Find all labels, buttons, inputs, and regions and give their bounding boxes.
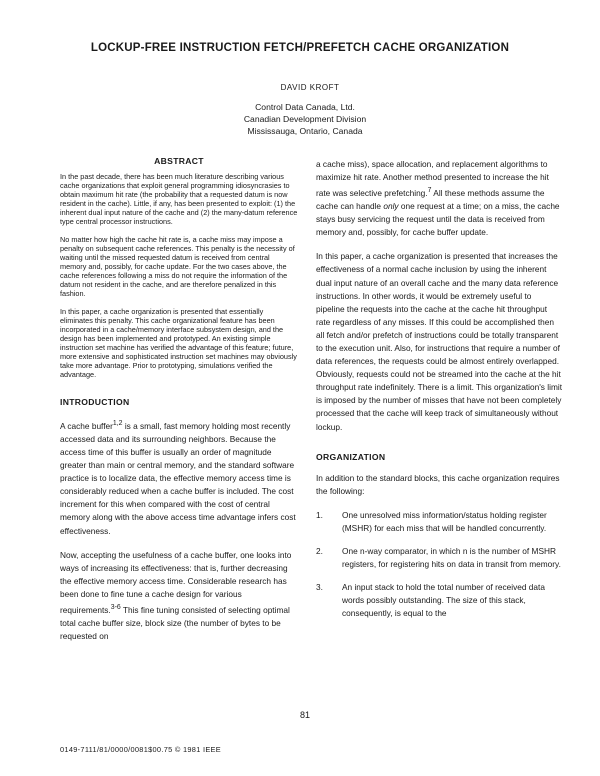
requirements-list: [316, 509, 562, 621]
intro-text: This fine tuning consisted of selecting optimal total cache buffer size, block size (the number of bytes to be requested on: [60, 604, 290, 641]
abstract-paragraph: No matter how high the cache hit rate is, a cache miss may impose a penalty on subsequent cache references. This penalty is the necessity of waiting until the missed requested datum is received from central memory and, possibly, for cache update. For the two cases above, the cache references following a miss do not require the information of the datum not resident in the cache, and are therefore penalized in this fashion.: [60, 235, 295, 298]
page-number: 81: [299, 710, 310, 720]
affiliation: [0, 101, 600, 137]
organization-heading: ORGANIZATION: [316, 451, 386, 462]
list-item: [316, 509, 562, 535]
paper-title: LOCKUP-FREE INSTRUCTION FETCH/PREFETCH CACHE ORGANIZATION: [90, 42, 510, 54]
author-name: DAVID KROFT: [280, 83, 340, 92]
body-paragraph: [316, 158, 562, 239]
body-text: one request at a time; on a miss, the cache stays busy servicing the request until the data is received from memory and, possibly, for cache buffer update.: [316, 201, 560, 238]
citation: 3-6: [110, 603, 121, 611]
abstract-paragraph: In the past decade, there has been much literature describing various cache organizations that exploit general programming idiosyncrasies to obtain maximum hit rate (the probability that a requested datum is now resident in the cache). Little, if any, has been presented to exploit: (1) the inherent dual input nature of the cache and (2) the many-datum reference type central processor instructions.: [60, 172, 298, 226]
emphasis: only: [383, 201, 399, 212]
left-column: [60, 150, 298, 654]
list-number: 1.: [316, 509, 323, 520]
abstract-paragraph: In this paper, a cache organization is presented that essentially eliminates this penalty. This cache organizational feature has been incorporated in a cache/memory interface subsystem design, and the design has been implemented and prototyped. An existing simple instruction set machine has verified the advantage of this feature; future, more extensive and sophisticated instruction set machines may obviously take more advantage. Prior to prototyping, simulations verified the advantage.: [60, 307, 297, 379]
intro-paragraph: [60, 417, 298, 538]
intro-text: A cache buffer: [60, 420, 113, 431]
intro-text: is a small, fast memory holding most recently accessed data and its surrounding neighbors. Because the access time of this buffer is usually an order of magnitude greater than main or central memory, and the standard software practice is to localize data, the effective memory access time is considerably reduced when a cache buffer is included. The cost increment for this when compared with the cost of central memory along with the above access time advantage infers cost effectiveness.: [60, 420, 296, 536]
body-text: a cache miss), space allocation, and replacement algorithms to maximize hit rate. Another method presented to increase the hit rate was selective prefetching.: [316, 159, 549, 198]
organization-intro: In addition to the standard blocks, this cache organization requires the following:: [316, 472, 560, 496]
affiliation-line: Mississauga, Ontario, Canada: [247, 126, 363, 136]
affiliation-line: Canadian Development Division: [243, 114, 367, 124]
list-text: An input stack to hold the total number of received data words possibly outstanding. The size of this stack, consequently, is equal to the: [342, 582, 545, 619]
list-item: [316, 581, 562, 620]
citation: 1,2: [112, 420, 123, 427]
abstract-heading: ABSTRACT: [154, 156, 204, 166]
right-column: [316, 158, 562, 630]
affiliation-line: Control Data Canada, Ltd.: [255, 102, 355, 112]
body-text: All these methods assume the cache can handle: [316, 187, 545, 212]
citation: 7: [427, 187, 432, 195]
list-item: [316, 545, 562, 571]
introduction-heading: INTRODUCTION: [60, 397, 130, 407]
list-number: 3.: [316, 582, 323, 593]
intro-text: Now, accepting the usefulness of a cache buffer, one looks into ways of increasing its effectiveness: that is, further decreasing the effective memory access time. Considerable research has been done to fine tune a cache design for various requirements.: [60, 549, 292, 615]
list-text: One unresolved miss information/status holding register (MSHR) for each miss that will be handled concurrently.: [342, 509, 547, 533]
list-number: 2.: [316, 546, 323, 557]
intro-paragraph: [60, 549, 298, 643]
list-text: One n-way comparator, in which n is the number of MSHR registers, for registering hits on data in transit from memory.: [342, 546, 561, 570]
copyright-footer: 0149-7111/81/0000/0081$00.75 © 1981 IEEE: [60, 745, 222, 754]
body-paragraph: In this paper, a cache organization is presented that increases the effectiveness of a normal cache inclusion by using the inherent dual input nature of an overall cache and the many data reference instructions. In other words, it would be extremely useful to pipeline the requests into the cache at the cache hit throughput rate regardless of any misses. If this could be accomplished then all fetch and/or prefetch of instructions could be totally transparent to the execution unit. Also, for instructions that require a number of data references, the requests could be almost entirely overlapped. Obviously, requests could not be streamed into the cache at the hit throughput rate indefinitely. There is a limit. This organization's limit is imposed by the number of misses that have not been completely processed that the cache will keep track of simultaneously without lockup.: [316, 251, 562, 432]
